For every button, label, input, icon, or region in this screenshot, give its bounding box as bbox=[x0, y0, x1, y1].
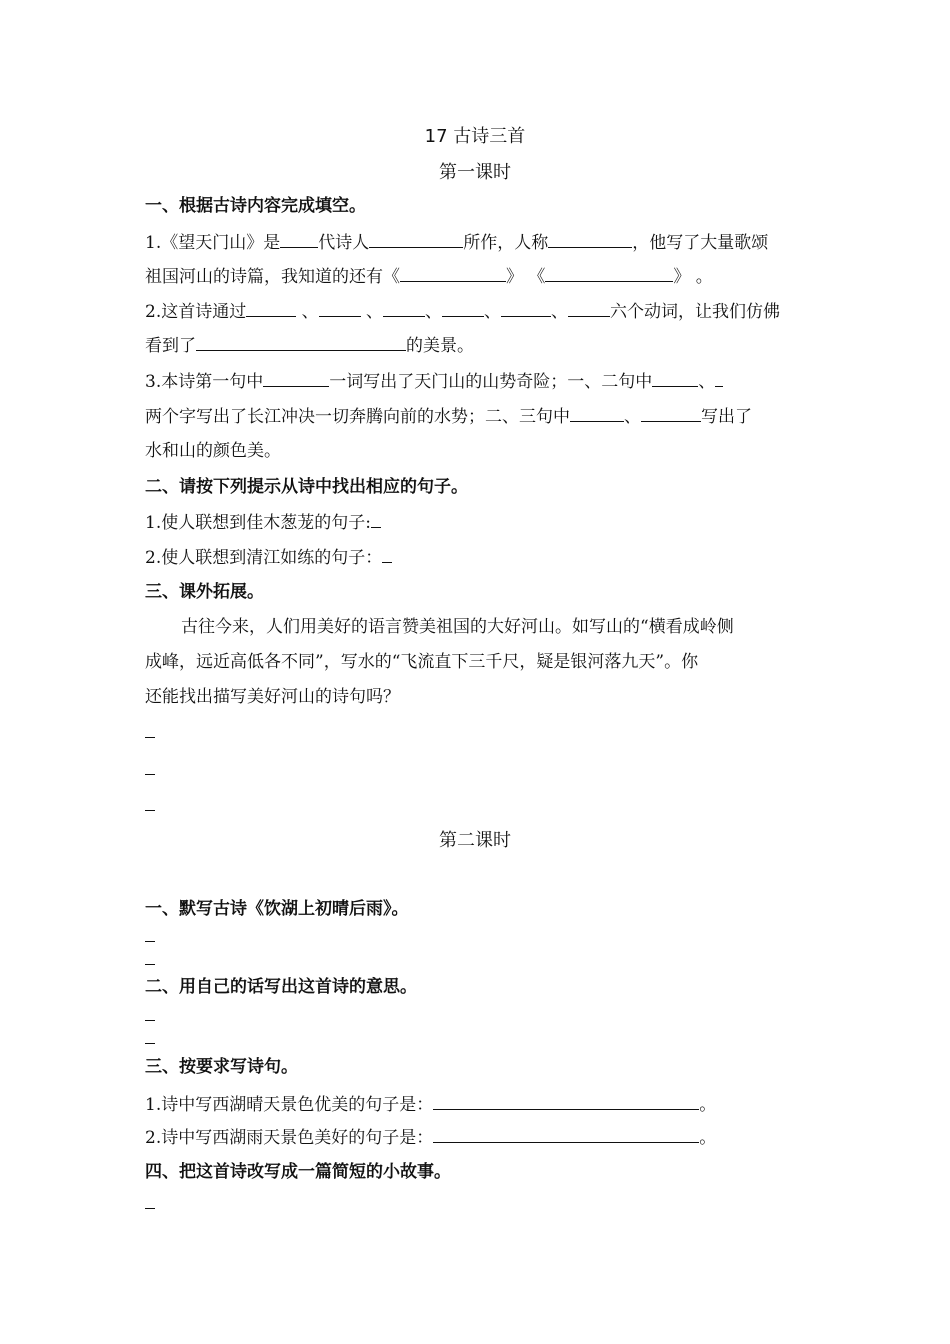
lesson2-heading: 第二课时 bbox=[439, 830, 511, 851]
answer-line[interactable] bbox=[145, 1043, 155, 1044]
l1-section2-title: 二、请按下列提示从诗中找出相应的句子。 bbox=[145, 477, 468, 497]
l2-section4-title: 四、把这首诗改写成一篇简短的小故事。 bbox=[145, 1162, 451, 1182]
l1-q2-line1 bbox=[145, 300, 810, 323]
q1-text-e: 祖国河山的诗篇，我知道的还有《 bbox=[145, 267, 400, 287]
l2-section1-title: 一、默写古诗《饮湖上初晴后雨》。 bbox=[145, 899, 409, 919]
answer-line[interactable] bbox=[145, 810, 155, 811]
q2-sep3: 、 bbox=[425, 302, 443, 322]
l1-s3-para-line1: 古往今来，人们用美好的语言赞美祖国的大好河山。如写山的“横看成岭侧 bbox=[181, 617, 734, 637]
blank-poem2[interactable] bbox=[545, 265, 673, 282]
l1-q3-line1 bbox=[145, 370, 810, 393]
q2-text-d: 的美景。 bbox=[406, 336, 474, 356]
q2-sep2: 、 bbox=[360, 302, 384, 322]
q3-text-d: 两个字写出了长江冲决一切奔腾向前的水势；二、三句中 bbox=[145, 407, 570, 427]
blank-verb3[interactable] bbox=[383, 300, 425, 317]
blank-poet[interactable] bbox=[369, 231, 463, 248]
blank-poem1[interactable] bbox=[400, 265, 506, 282]
s2-q1-text: 1.使人联想到佳木葱茏的句子: bbox=[145, 513, 371, 533]
answer-line[interactable] bbox=[145, 941, 155, 942]
l1-s3-para-line2: 成峰，远近高低各不同”，写水的“飞流直下三千尺，疑是银河落九天”。你 bbox=[145, 652, 699, 672]
q2-sep4: 、 bbox=[484, 302, 502, 322]
s3-q1-text: 1.诗中写西湖晴天景色优美的句子是： bbox=[145, 1095, 434, 1115]
answer-line[interactable] bbox=[145, 964, 155, 965]
blank-verb1[interactable] bbox=[246, 300, 296, 317]
blank-color2[interactable] bbox=[641, 405, 701, 422]
l1-q1-line2 bbox=[145, 265, 810, 288]
q1-text-b: 代诗人 bbox=[318, 233, 370, 253]
l2-s3-q2 bbox=[145, 1126, 810, 1149]
blank-title[interactable] bbox=[548, 231, 632, 248]
blank-answer-s2q2[interactable] bbox=[382, 546, 392, 563]
l1-section3-title: 三、课外拓展。 bbox=[145, 582, 264, 602]
q1-text-a: 1.《望天门山》是 bbox=[145, 233, 281, 253]
blank-dynasty[interactable] bbox=[280, 231, 318, 248]
blank-rainy-verse[interactable] bbox=[433, 1126, 699, 1143]
q2-text-b: 六个动词，让我们仿佛 bbox=[610, 302, 781, 322]
l1-q3-line3: 水和山的颜色美。 bbox=[145, 441, 281, 461]
blank-answer-s2q1[interactable] bbox=[371, 511, 381, 528]
l2-section3-title: 三、按要求写诗句。 bbox=[145, 1057, 298, 1077]
q1-text-g: 》 。 bbox=[673, 267, 713, 287]
q2-text-a: 2.这首诗通过 bbox=[145, 302, 247, 322]
blank-verb6[interactable] bbox=[568, 300, 610, 317]
blank-sunny-verse[interactable] bbox=[433, 1093, 699, 1110]
blank-verb5[interactable] bbox=[501, 300, 551, 317]
s2-q2-text: 2.使人联想到清江如练的句子： bbox=[145, 548, 383, 568]
q3-text-e: 、 bbox=[624, 407, 641, 427]
blank-scene[interactable] bbox=[196, 334, 406, 351]
q2-sep1: 、 bbox=[296, 302, 319, 322]
l1-s2-q1 bbox=[145, 511, 810, 534]
s3-q2-text: 2.诗中写西湖雨天景色美好的句子是： bbox=[145, 1128, 434, 1148]
l1-s2-q2 bbox=[145, 546, 810, 569]
l1-q2-line2 bbox=[145, 334, 810, 357]
answer-line[interactable] bbox=[145, 1020, 155, 1021]
l1-q1-line1 bbox=[145, 231, 810, 254]
lesson1-heading: 第一课时 bbox=[439, 162, 511, 183]
l1-section1-title: 一、根据古诗内容完成填空。 bbox=[145, 196, 366, 216]
answer-line[interactable] bbox=[145, 1208, 155, 1209]
q1-text-d: ，他写了大量歌颂 bbox=[632, 233, 769, 253]
period: 。 bbox=[699, 1128, 717, 1148]
answer-line[interactable] bbox=[145, 737, 155, 738]
blank-verb4[interactable] bbox=[442, 300, 484, 317]
l1-s3-para-line3: 还能找出描写美好河山的诗句吗？ bbox=[145, 687, 400, 707]
q3-text-b: 一词写出了天门山的山势奇险；一、二句中 bbox=[329, 372, 653, 392]
q2-sep5: 、 bbox=[551, 302, 569, 322]
q2-text-c: 看到了 bbox=[145, 336, 196, 356]
blank-verb2[interactable] bbox=[319, 300, 361, 317]
l2-s3-q1 bbox=[145, 1093, 810, 1116]
blank-char1[interactable] bbox=[652, 370, 698, 387]
q3-text-a: 3.本诗第一句中 bbox=[145, 372, 264, 392]
blank-color1[interactable] bbox=[570, 405, 624, 422]
period: 。 bbox=[699, 1095, 717, 1115]
q3-text-f: 写出了 bbox=[701, 407, 752, 427]
blank-word1[interactable] bbox=[263, 370, 329, 387]
q1-text-c: 所作，人称 bbox=[463, 233, 549, 253]
l1-q3-line2 bbox=[145, 405, 810, 428]
blank-char2[interactable] bbox=[715, 370, 723, 387]
page-title: 17 古诗三首 bbox=[424, 126, 526, 147]
l2-section2-title: 二、用自己的话写出这首诗的意思。 bbox=[145, 977, 417, 997]
q1-text-f: 》 《 bbox=[506, 267, 546, 287]
answer-line[interactable] bbox=[145, 774, 155, 775]
q3-text-c: 、 bbox=[698, 372, 716, 392]
